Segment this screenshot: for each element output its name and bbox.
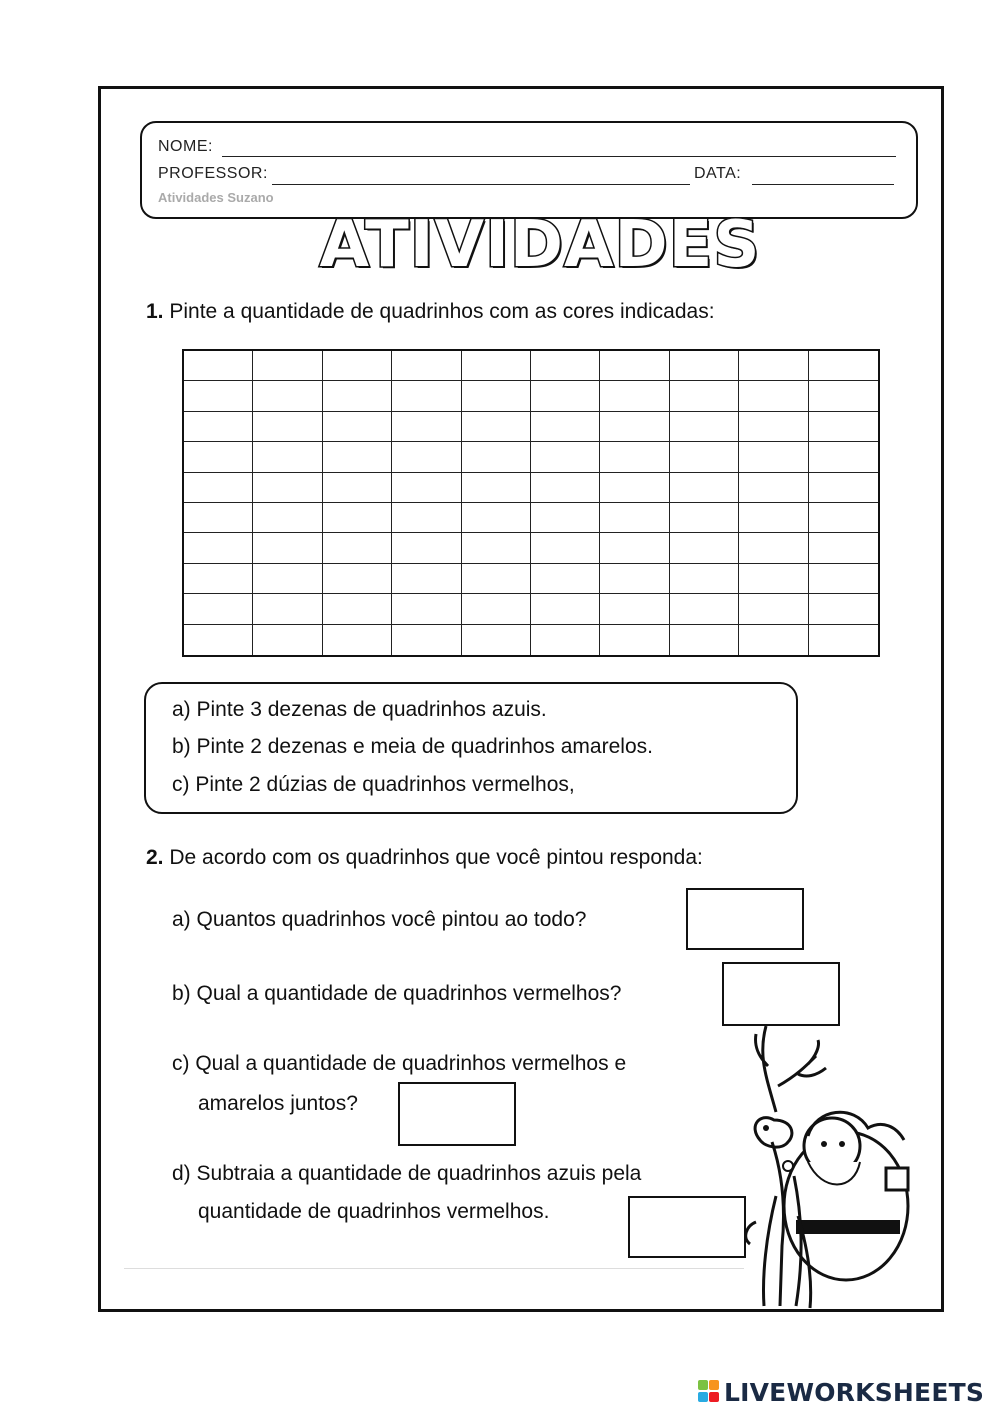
grid-cell[interactable]: [323, 442, 392, 472]
grid-cell[interactable]: [184, 533, 253, 563]
grid-cell[interactable]: [392, 412, 461, 442]
grid-cell[interactable]: [462, 351, 531, 381]
question-2c-line1: c) Qual a quantidade de quadrinhos vermelhos e: [172, 1052, 627, 1075]
grid-cell[interactable]: [670, 442, 739, 472]
grid-cell[interactable]: [462, 564, 531, 594]
grid-cell[interactable]: [323, 381, 392, 411]
question-2a: a) Quantos quadrinhos você pintou ao todo?: [172, 908, 587, 931]
grid-cell[interactable]: [323, 594, 392, 624]
grid-cell[interactable]: [670, 533, 739, 563]
grid-cell[interactable]: [392, 473, 461, 503]
grid-cell[interactable]: [739, 503, 808, 533]
grid-cell[interactable]: [531, 564, 600, 594]
grid-cell[interactable]: [809, 533, 878, 563]
instruction-b: b) Pinte 2 dezenas e meia de quadrinhos amarelos.: [172, 735, 653, 758]
grid-cell[interactable]: [392, 594, 461, 624]
answer-box-c[interactable]: [398, 1082, 516, 1146]
grid-cell[interactable]: [531, 533, 600, 563]
grid-cell[interactable]: [323, 625, 392, 655]
professor-label: PROFESSOR:: [158, 165, 268, 182]
grid-cell[interactable]: [739, 381, 808, 411]
grid-cell[interactable]: [184, 594, 253, 624]
grid-cell[interactable]: [531, 412, 600, 442]
grid-cell[interactable]: [670, 503, 739, 533]
question-2c-line2: amarelos juntos?: [198, 1092, 358, 1115]
coloring-grid: [182, 349, 880, 657]
grid-cell[interactable]: [809, 412, 878, 442]
grid-cell[interactable]: [809, 594, 878, 624]
grid-cell[interactable]: [600, 381, 669, 411]
liveworksheets-logo-icon: [698, 1380, 720, 1404]
grid-cell[interactable]: [323, 564, 392, 594]
answer-box-d[interactable]: [628, 1196, 746, 1258]
grid-cell[interactable]: [184, 381, 253, 411]
grid-cell[interactable]: [670, 381, 739, 411]
grid-cell[interactable]: [253, 503, 322, 533]
grid-cell[interactable]: [462, 412, 531, 442]
grid-cell[interactable]: [253, 594, 322, 624]
grid-cell[interactable]: [670, 564, 739, 594]
question-1: [146, 300, 715, 324]
grid-cell[interactable]: [600, 594, 669, 624]
grid-cell[interactable]: [462, 503, 531, 533]
grid-cell[interactable]: [531, 473, 600, 503]
nome-label: NOME:: [158, 138, 213, 155]
grid-cell[interactable]: [600, 564, 669, 594]
question-2b: b) Qual a quantidade de quadrinhos vermelhos?: [172, 982, 622, 1005]
grid-cell[interactable]: [600, 412, 669, 442]
grid-cell[interactable]: [392, 533, 461, 563]
grid-cell[interactable]: [600, 473, 669, 503]
grid-cell[interactable]: [184, 412, 253, 442]
grid-cell[interactable]: [184, 473, 253, 503]
grid-cell[interactable]: [392, 503, 461, 533]
professor-field[interactable]: [272, 164, 690, 185]
grid-cell[interactable]: [739, 351, 808, 381]
grid-cell[interactable]: [739, 564, 808, 594]
footer-divider: [124, 1268, 744, 1269]
grid-cell[interactable]: [323, 533, 392, 563]
grid-cell[interactable]: [323, 412, 392, 442]
watermark-text: Atividades Suzano: [158, 190, 274, 205]
grid-cell[interactable]: [184, 351, 253, 381]
grid-cell[interactable]: [809, 442, 878, 472]
grid-cell[interactable]: [253, 473, 322, 503]
grid-cell[interactable]: [600, 351, 669, 381]
grid-cell[interactable]: [253, 442, 322, 472]
grid-cell[interactable]: [253, 533, 322, 563]
grid-cell[interactable]: [253, 351, 322, 381]
grid-cell[interactable]: [253, 564, 322, 594]
grid-cell[interactable]: [462, 594, 531, 624]
grid-cell[interactable]: [809, 564, 878, 594]
instruction-a: a) Pinte 3 dezenas de quadrinhos azuis.: [172, 698, 547, 721]
grid-cell[interactable]: [809, 625, 878, 655]
grid-cell[interactable]: [670, 351, 739, 381]
grid-cell[interactable]: [600, 503, 669, 533]
grid-cell[interactable]: [462, 625, 531, 655]
question-2d-line1: d) Subtraia a quantidade de quadrinhos azuis pela: [172, 1162, 642, 1185]
grid-cell[interactable]: [531, 594, 600, 624]
grid-cell[interactable]: [392, 564, 461, 594]
grid-cell[interactable]: [253, 381, 322, 411]
grid-cell[interactable]: [600, 442, 669, 472]
grid-cell[interactable]: [462, 442, 531, 472]
grid-cell[interactable]: [253, 412, 322, 442]
grid-cell[interactable]: [600, 533, 669, 563]
grid-cell[interactable]: [462, 473, 531, 503]
grid-cell[interactable]: [392, 381, 461, 411]
answer-box-a[interactable]: [686, 888, 804, 950]
liveworksheets-brand[interactable]: LIVEWORKSHEETS: [724, 1378, 985, 1407]
grid-cell[interactable]: [184, 503, 253, 533]
grid-cell[interactable]: [670, 412, 739, 442]
grid-cell[interactable]: [392, 625, 461, 655]
grid-cell[interactable]: [739, 473, 808, 503]
grid-cell[interactable]: [323, 351, 392, 381]
grid-cell[interactable]: [670, 473, 739, 503]
grid-cell[interactable]: [739, 594, 808, 624]
page-title: ATIVIDADES: [319, 208, 761, 282]
grid-cell[interactable]: [462, 533, 531, 563]
grid-cell[interactable]: [323, 473, 392, 503]
grid-cell[interactable]: [600, 625, 669, 655]
grid-cell[interactable]: [392, 442, 461, 472]
grid-cell[interactable]: [809, 503, 878, 533]
grid-cell[interactable]: [531, 442, 600, 472]
grid-cell[interactable]: [531, 381, 600, 411]
grid-cell[interactable]: [670, 594, 739, 624]
grid-cell[interactable]: [531, 351, 600, 381]
grid-cell[interactable]: [739, 625, 808, 655]
grid-cell[interactable]: [670, 625, 739, 655]
grid-cell[interactable]: [739, 412, 808, 442]
grid-cell[interactable]: [809, 473, 878, 503]
grid-cell[interactable]: [184, 442, 253, 472]
data-field[interactable]: [752, 164, 894, 185]
grid-cell[interactable]: [462, 381, 531, 411]
grid-cell[interactable]: [739, 533, 808, 563]
instruction-c: c) Pinte 2 dúzias de quadrinhos vermelhos,: [172, 773, 575, 796]
grid-cell[interactable]: [392, 351, 461, 381]
grid-cell[interactable]: [253, 625, 322, 655]
grid-cell[interactable]: [184, 564, 253, 594]
question-2d-line2: quantidade de quadrinhos vermelhos.: [198, 1200, 550, 1223]
question-1-text: Pinte a quantidade de quadrinhos com as cores indicadas:: [169, 300, 715, 323]
question-1-number: 1.: [146, 300, 164, 323]
nome-field[interactable]: [222, 136, 896, 157]
grid-cell[interactable]: [809, 351, 878, 381]
grid-cell[interactable]: [531, 625, 600, 655]
reindeer-santa-illustration: [736, 1016, 936, 1312]
grid-cell[interactable]: [323, 503, 392, 533]
data-label: DATA:: [694, 165, 742, 182]
grid-cell[interactable]: [531, 503, 600, 533]
question-2-text: De acordo com os quadrinhos que você pintou responda:: [169, 846, 703, 869]
grid-cell[interactable]: [809, 381, 878, 411]
question-2-number: 2.: [146, 846, 164, 869]
grid-cell[interactable]: [739, 442, 808, 472]
grid-cell[interactable]: [184, 625, 253, 655]
question-2: [146, 846, 703, 870]
